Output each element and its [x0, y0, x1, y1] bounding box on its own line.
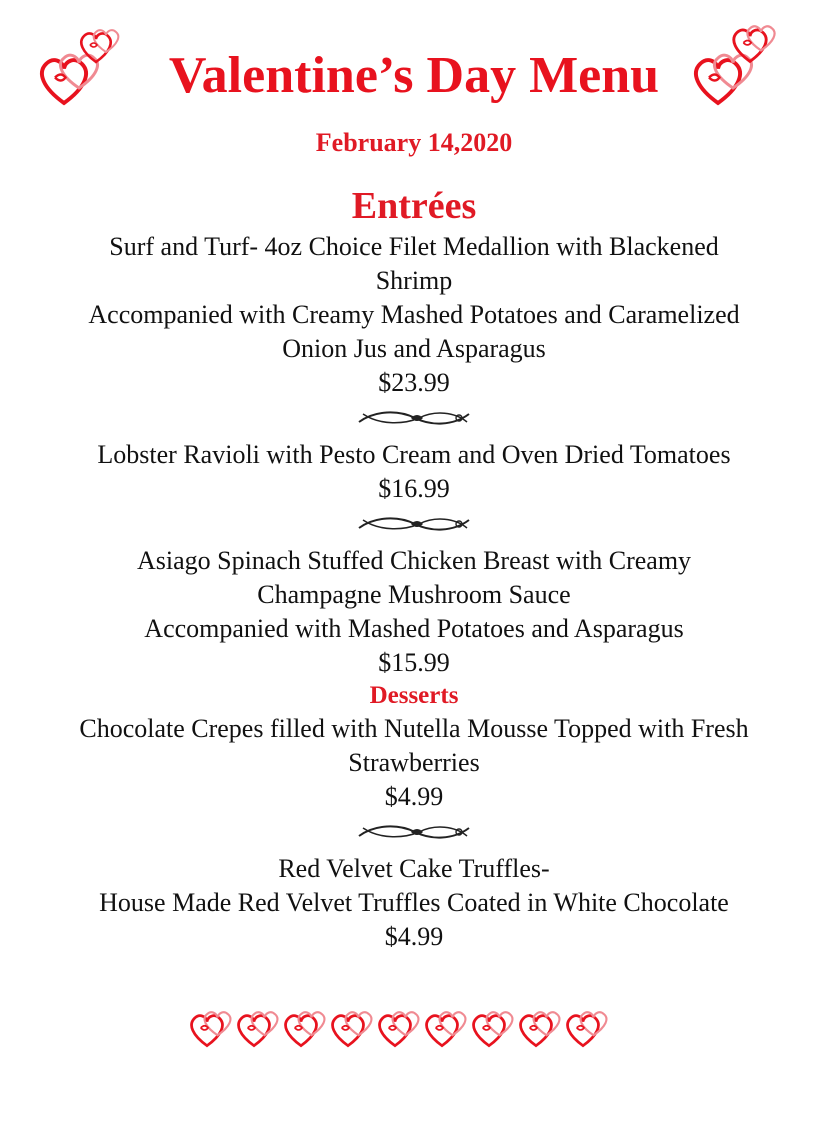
double-heart-icon	[688, 24, 780, 114]
menu-title: Valentine’s Day Menu	[168, 47, 660, 104]
double-heart-icon	[192, 1012, 231, 1045]
menu-item-description: Red Velvet Cake Truffles-	[278, 854, 550, 883]
double-heart-icon	[333, 1012, 372, 1045]
menu-item	[0, 438, 828, 506]
menu-item-description: Onion Jus and Asparagus	[282, 334, 546, 363]
menu-item-description: Asiago Spinach Stuffed Chicken Breast with Creamy	[136, 546, 692, 575]
menu-item-price: $15.99	[378, 648, 450, 677]
scroll-flourish-icon	[355, 820, 473, 844]
menu-body	[0, 182, 828, 954]
scroll-flourish-icon	[355, 406, 473, 430]
section-title-desserts: Desserts	[369, 682, 459, 709]
menu-item-price: $4.99	[384, 782, 444, 811]
menu-item-description: Accompanied with Creamy Mashed Potatoes and Caramelized	[88, 300, 740, 329]
double-heart-icon	[286, 1012, 325, 1045]
menu-item-description: Champagne Mushroom Sauce	[257, 580, 571, 609]
menu-item-description: Shrimp	[375, 266, 453, 295]
menu-item	[0, 712, 828, 814]
menu-item	[0, 852, 828, 954]
menu-item-description: Chocolate Crepes filled with Nutella Mousse Topped with Fresh	[79, 714, 749, 743]
double-heart-icon	[568, 1012, 607, 1045]
menu-item-description: Accompanied with Mashed Potatoes and Asparagus	[144, 614, 684, 643]
desserts-list	[0, 712, 828, 954]
scroll-flourish-icon	[355, 512, 473, 536]
menu-item-price: $23.99	[378, 368, 450, 397]
double-heart-icon	[427, 1012, 466, 1045]
menu-item	[0, 544, 828, 680]
menu-item-price: $16.99	[378, 474, 450, 503]
menu-item-description: Surf and Turf- 4oz Choice Filet Medallion with Blackened	[109, 232, 719, 261]
menu-header	[0, 24, 828, 114]
double-heart-icon	[380, 1012, 419, 1045]
menu-item-description: Strawberries	[348, 748, 480, 777]
entrees-list	[0, 230, 828, 680]
menu-item-description: House Made Red Velvet Truffles Coated in White Chocolate	[99, 888, 729, 917]
menu-item-price: $4.99	[384, 922, 444, 951]
menu-item-description: Lobster Ravioli with Pesto Cream and Oven Dried Tomatoes	[97, 440, 731, 469]
section-title-entrees: Entrées	[351, 185, 477, 227]
double-heart-icon	[474, 1012, 513, 1045]
menu-item	[0, 230, 828, 400]
double-heart-icon	[521, 1012, 560, 1045]
double-heart-icon	[239, 1012, 278, 1045]
hearts-border	[186, 1008, 626, 1054]
menu-date: February 14,2020	[315, 128, 513, 157]
